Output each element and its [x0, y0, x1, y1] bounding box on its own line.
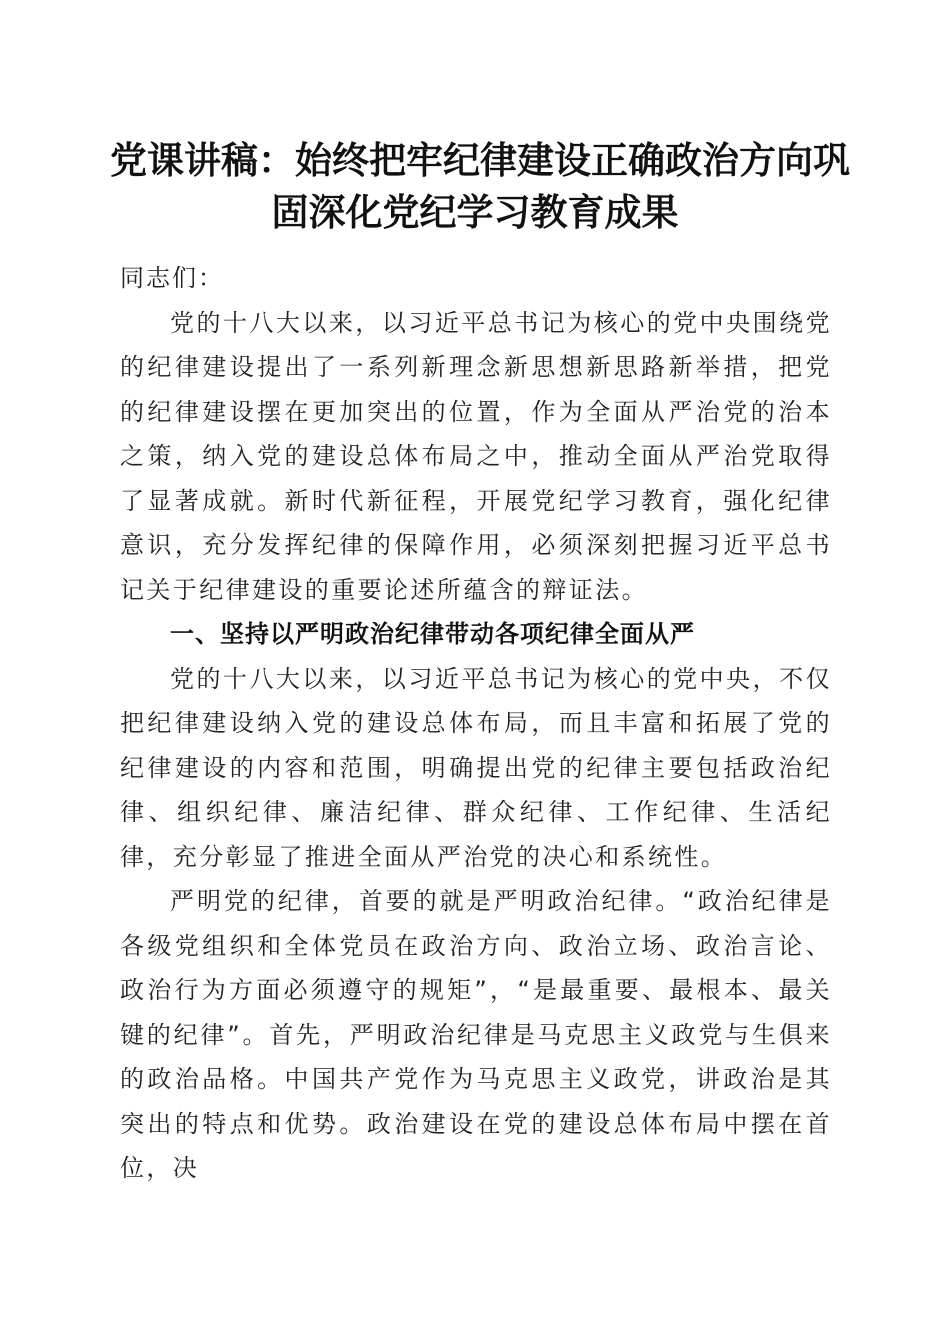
document-body — [120, 256, 832, 1191]
salutation: 同志们： — [120, 264, 224, 292]
document-title — [110, 134, 850, 238]
title-line-2: 固深化党纪学习教育成果 — [271, 190, 679, 234]
paragraph-intro: 党的十八大以来，以习近平总书记为核心的党中央围绕党的纪律建设提出了一系列新理念新思想新思路新举措，把党的纪律建设摆在更加突出的位置，作为全面从严治党的治本之策，纳入党的建设总体布局之中，推动全面从严治党取得了显著成就。新时代新征程，开展党纪学习教育，强化纪律意识，充分发挥纪律的保障作用，必须深刻把握习近平总书记关于纪律建设的重要论述所蕴含的辩证法。 — [120, 308, 832, 604]
section-heading-1: 一、坚持以严明政治纪律带动各项纪律全面从严 — [170, 620, 695, 648]
title-line-1: 党课讲稿：始终把牢纪律建设正确政治方向巩 — [110, 138, 850, 182]
paragraph-section1-1: 党的十八大以来，以习近平总书记为核心的党中央，不仅把纪律建设纳入党的建设总体布局，而且丰富和拓展了党的纪律建设的内容和范围，明确提出党的纪律主要包括政治纪律、组织纪律、廉洁纪律、群众纪律、工作纪律、生活纪律，充分彰显了推进全面从严治党的决心和系统性。 — [120, 664, 832, 871]
paragraph-section1-2: 严明党的纪律，首要的就是严明政治纪律。“政治纪律是各级党组织和全体党员在政治方向、政治立场、政治言论、政治行为方面必须遵守的规矩”，“是最重要、最根本、最关键的纪律”。首先，严明政治纪律是马克思主义政党与生俱来的政治品格。中国共产党作为马克思主义政党，讲政治是其突出的特点和优势。政治建设在党的建设总体布局中摆在首位，决 — [120, 887, 832, 1182]
